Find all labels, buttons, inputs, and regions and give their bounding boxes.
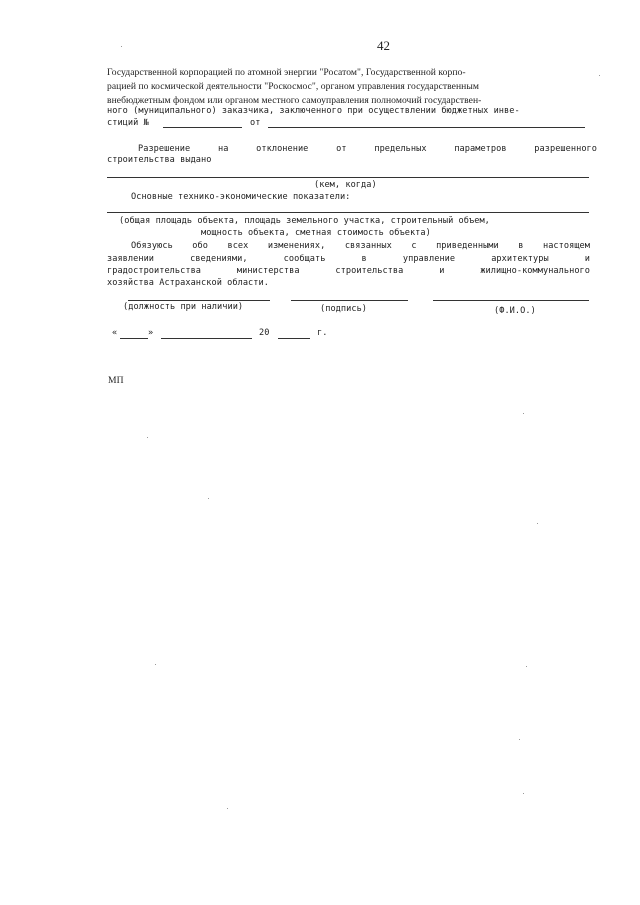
intro-line-3: внебюджетным фондом или органом местного самоуправления полномочий государствен-	[107, 95, 482, 106]
scan-speck	[523, 413, 524, 414]
scan-speck	[227, 808, 228, 809]
intro-line-2: рацией по космической деятельности "Роскосмос", органом управления государственным	[107, 81, 479, 92]
full-name-field	[433, 300, 589, 301]
scan-speck	[526, 666, 527, 667]
permit-line-1: Разрешение на отклонение от предельных параметров разрешенного	[138, 144, 597, 154]
scan-speck	[121, 46, 122, 47]
date-year-field	[278, 338, 310, 339]
page-number: 42	[377, 38, 390, 53]
date-month-field	[161, 338, 252, 339]
contract-number-field	[163, 127, 242, 128]
contract-date-field	[268, 127, 585, 128]
indicators-caption-2: мощность объекта, сметная стоимость объекта)	[201, 228, 431, 238]
scan-speck	[599, 75, 600, 76]
scan-speck	[208, 498, 209, 499]
scan-speck	[155, 664, 156, 665]
signature-field	[291, 300, 408, 301]
indicators-caption-1: (общая площадь объекта, площадь земельного участка, строительный объем,	[119, 216, 490, 226]
intro-line-4: ного (муниципального) заказчика, заключенного при осуществлении бюджетных инве-	[107, 106, 520, 116]
date-year-prefix: 20	[259, 328, 270, 338]
position-caption: (должность при наличии)	[123, 302, 244, 312]
intro-line-5-from: от	[250, 118, 261, 128]
scan-speck	[519, 739, 520, 740]
date-day-field	[120, 338, 148, 339]
intro-line-1: Государственной корпорацией по атомной энергии "Росатом", Государственной корпо-	[107, 67, 466, 78]
obligation-line-3: градостроительства министерства строительства и жилищно-коммунального	[107, 266, 590, 276]
obligation-line-4: хозяйства Астраханской области.	[107, 278, 269, 288]
date-close-quote: »	[148, 328, 154, 338]
intro-line-5-prefix: стиций №	[107, 118, 149, 128]
stamp-label: МП	[108, 375, 124, 386]
name-caption: (Ф.И.О.)	[494, 306, 536, 316]
issued-by-caption: (кем, когда)	[314, 180, 377, 190]
scan-speck	[523, 793, 524, 794]
obligation-line-2: заявлении сведениями, сообщать в управление архитектуры и	[107, 254, 590, 264]
signature-caption: (подпись)	[320, 304, 368, 314]
date-year-suffix: г.	[317, 328, 328, 338]
issued-by-field	[107, 177, 589, 178]
scan-speck	[147, 437, 148, 438]
tech-indicators-label: Основные технико-экономические показатели:	[131, 192, 351, 202]
obligation-line-1: Обязуюсь обо всех изменениях, связанных с приведенными в настоящем	[131, 241, 590, 251]
date-open-quote: «	[112, 328, 118, 338]
scan-speck	[537, 523, 538, 524]
permit-line-2: строительства выдано	[107, 155, 212, 165]
tech-indicators-field	[107, 212, 589, 213]
